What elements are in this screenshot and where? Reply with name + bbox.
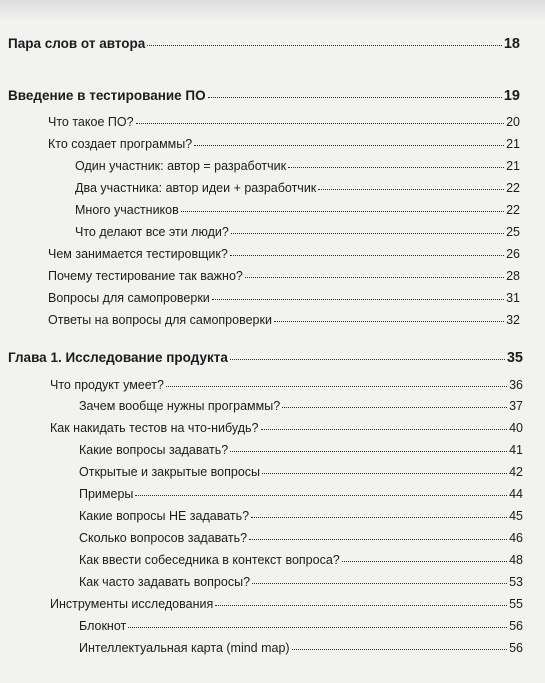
toc-entry-label: Инструменты исследования xyxy=(50,597,214,611)
toc-entry-label: Как ввести собеседника в контекст вопроса? xyxy=(79,553,340,567)
toc-entry xyxy=(48,311,520,329)
toc-entry xyxy=(79,573,523,591)
toc-entry-page: 22 xyxy=(506,203,520,217)
toc-entry-label: Как накидать тестов на что-нибудь? xyxy=(50,421,259,435)
toc-entry-label: Блокнот xyxy=(79,619,127,633)
toc-entry-page: 46 xyxy=(509,531,523,545)
toc-entry-intro xyxy=(8,87,520,105)
toc-entry-page: 21 xyxy=(506,137,520,151)
toc-entry-label: Что делают все эти люди? xyxy=(75,225,229,239)
toc-entry xyxy=(48,267,520,285)
toc-entry-page: 48 xyxy=(509,553,523,567)
dot-leader xyxy=(147,33,502,46)
toc-entry-page: 37 xyxy=(509,399,523,413)
toc-entry-page: 45 xyxy=(509,509,523,523)
toc-entry xyxy=(79,441,523,459)
dot-leader xyxy=(181,199,504,212)
dot-leader xyxy=(136,111,505,124)
toc-entry xyxy=(75,223,520,241)
toc-entry-label: Кто создает программы? xyxy=(48,137,193,151)
dot-leader xyxy=(230,347,505,360)
toc-entry-page: 20 xyxy=(506,115,520,129)
toc-entry-page: 28 xyxy=(506,269,520,283)
toc-entry-label: Примеры xyxy=(79,487,134,501)
dot-leader xyxy=(249,527,507,540)
toc-entry-label: Что такое ПО? xyxy=(48,115,134,129)
toc-entry-page: 18 xyxy=(503,36,520,52)
dot-leader xyxy=(231,221,504,234)
toc-entry xyxy=(79,551,523,569)
toc-entry-label: Два участника: автор идеи + разработчик xyxy=(75,181,317,195)
dot-leader xyxy=(245,265,504,278)
toc-entry-page: 53 xyxy=(509,575,523,589)
toc-entry-page: 25 xyxy=(506,225,520,239)
toc-entry-page: 22 xyxy=(506,181,520,195)
toc-entry xyxy=(79,485,523,503)
dot-leader xyxy=(262,461,507,474)
page-edge-shadow xyxy=(0,0,545,22)
toc-entry-label: Введение в тестирование ПО xyxy=(8,88,206,103)
toc-entry-label: Пара слов от автора xyxy=(8,36,146,51)
dot-leader xyxy=(194,133,504,146)
toc-entry-label: Что продукт умеет? xyxy=(50,378,164,392)
toc-entry xyxy=(48,245,520,263)
dot-leader xyxy=(342,549,507,562)
toc-entry-label: Сколько вопросов задавать? xyxy=(79,531,248,545)
toc-entry-page: 42 xyxy=(509,465,523,479)
toc-entry-label: Как часто задавать вопросы? xyxy=(79,575,251,589)
toc-entry-label: Один участник: автор = разработчик xyxy=(75,159,287,173)
dot-leader xyxy=(261,417,508,430)
toc-entry-author xyxy=(8,35,520,53)
toc-entry-page: 35 xyxy=(506,350,523,366)
dot-leader xyxy=(292,637,508,650)
toc-entry xyxy=(79,639,523,657)
dot-leader xyxy=(230,243,504,256)
toc-entry-label: Интеллектуальная карта (mind map) xyxy=(79,641,290,655)
dot-leader xyxy=(215,593,507,606)
toc-entry xyxy=(50,376,523,394)
toc-entry-label: Почему тестирование так важно? xyxy=(48,269,243,283)
toc-entry-page: 44 xyxy=(509,487,523,501)
toc-entry-page: 55 xyxy=(509,597,523,611)
toc-entry xyxy=(79,397,523,415)
dot-leader xyxy=(282,395,507,408)
toc-entry-label: Какие вопросы задавать? xyxy=(79,443,229,457)
toc-entry xyxy=(48,135,520,153)
dot-leader xyxy=(212,287,504,300)
toc-entry xyxy=(75,157,520,175)
toc-entry-label: Вопросы для самопроверки xyxy=(48,291,210,305)
toc-entry-label: Зачем вообще нужны программы? xyxy=(79,399,281,413)
dot-leader xyxy=(208,85,502,98)
toc-entry xyxy=(48,289,520,307)
toc-entry xyxy=(75,201,520,219)
toc-entry-page: 41 xyxy=(509,443,523,457)
toc-entry-page: 40 xyxy=(509,421,523,435)
toc-entry-label: Глава 1. Исследование продукта xyxy=(8,350,228,365)
toc-entry xyxy=(79,507,523,525)
dot-leader xyxy=(252,571,507,584)
toc-entry xyxy=(79,617,523,635)
toc-entry-page: 26 xyxy=(506,247,520,261)
dot-leader xyxy=(251,505,507,518)
dot-leader xyxy=(230,439,507,452)
toc-entry-label: Ответы на вопросы для самопроверки xyxy=(48,313,272,327)
dot-leader xyxy=(318,177,504,190)
toc-entry xyxy=(79,529,523,547)
toc-entry-page: 19 xyxy=(503,88,520,104)
dot-leader xyxy=(128,615,507,628)
toc-entry-page: 32 xyxy=(506,313,520,327)
toc-entry xyxy=(50,419,523,437)
dot-leader xyxy=(274,309,504,322)
toc-entry-page: 56 xyxy=(509,641,523,655)
toc-entry-label: Много участников xyxy=(75,203,179,217)
toc-entry-page: 21 xyxy=(506,159,520,173)
toc-entry-chapter-1 xyxy=(8,349,523,367)
toc-entry xyxy=(50,595,523,613)
toc-entry-page: 36 xyxy=(509,378,523,392)
toc-entry xyxy=(48,113,520,131)
toc-entry-page: 31 xyxy=(506,291,520,305)
dot-leader xyxy=(166,374,507,387)
toc-entry-label: Какие вопросы НЕ задавать? xyxy=(79,509,250,523)
dot-leader xyxy=(288,155,504,168)
toc-entry-label: Открытые и закрытые вопросы xyxy=(79,465,261,479)
toc-entry-label: Чем занимается тестировщик? xyxy=(48,247,228,261)
dot-leader xyxy=(135,483,507,496)
toc-entry xyxy=(75,179,520,197)
toc-entry xyxy=(79,463,523,481)
toc-entry-page: 56 xyxy=(509,619,523,633)
